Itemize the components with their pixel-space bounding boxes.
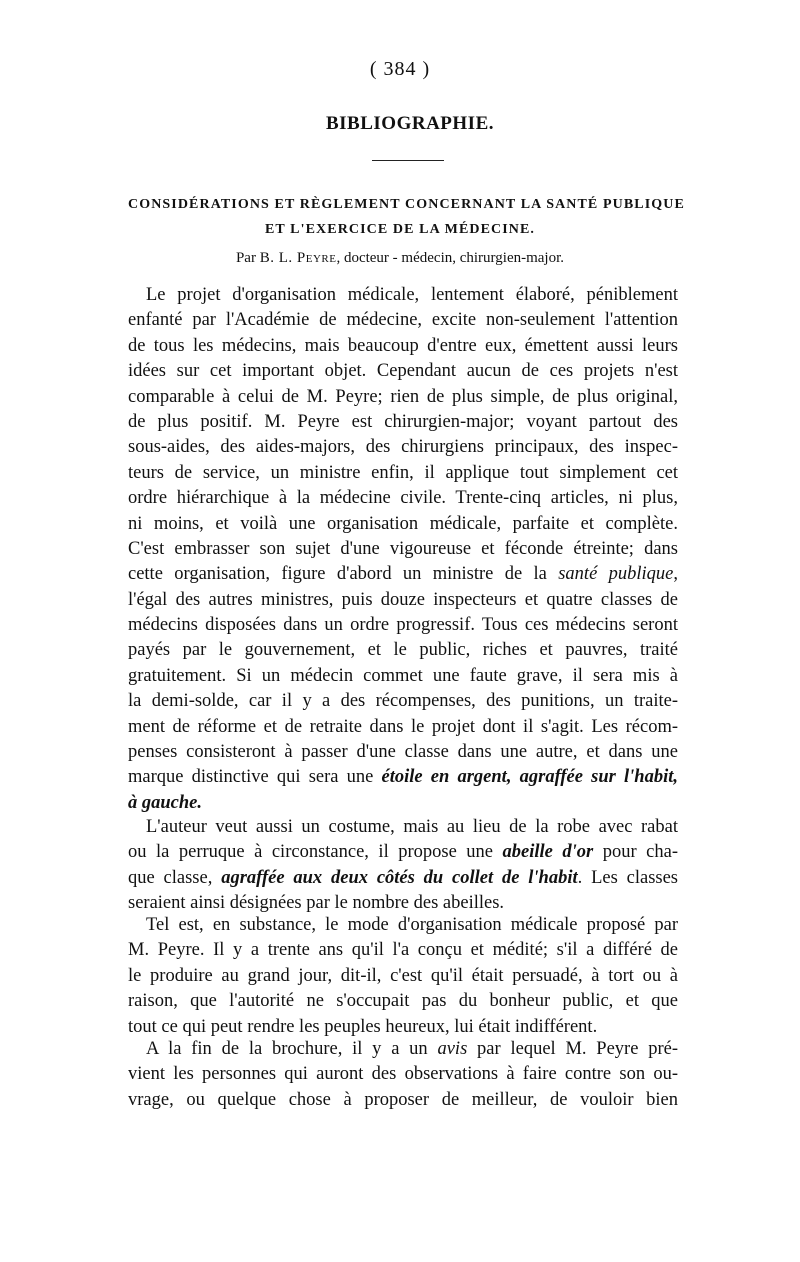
text-line: penses consisteront à passer d'une classe dans une autre, et dans une — [128, 742, 678, 763]
text-line: C'est embrasser son sujet d'une vigoureuse et féconde étreinte; dans — [128, 538, 678, 559]
text-line: L'auteur veut aussi un costume, mais au lieu de la robe avec rabat — [146, 817, 678, 837]
text-line: M. Peyre. Il y a trente ans qu'il l'a conçu et médité; s'il a différé de — [128, 940, 678, 961]
byline — [0, 250, 800, 267]
text-line: A la fin de la brochure, il y a un avis par lequel M. Peyre pré- — [146, 1039, 678, 1059]
emphasis-agraffee: agraffée aux deux côtés du collet de l'habit — [221, 867, 578, 888]
text-line: médecins disposées dans un ordre progressif. Tous ces médecins seront — [128, 615, 678, 636]
text-line: ou la perruque à circonstance, il propose une abeille d'or pour cha- — [128, 842, 678, 863]
text-line: de plus positif. M. Peyre est chirurgien-major; voyant partout des — [128, 411, 678, 432]
text-line: raison, que l'autorité ne s'occupait pas du bonheur public, et que — [128, 991, 678, 1012]
page-number: ( 384 ) — [369, 58, 431, 80]
section-title: BIBLIOGRAPHIE. — [325, 113, 494, 134]
paragraph-4 — [128, 1037, 678, 1113]
text-line: payés par le gouvernement, et le public, riches et pauvres, traité — [128, 640, 678, 661]
author-name: B. L. Peyre — [259, 250, 337, 266]
text-line: l'égal des autres ministres, puis douze inspecteurs et quatre classes de — [128, 589, 678, 610]
emphasis-etoile: étoile en argent, agraffée sur l'habit, — [381, 767, 678, 788]
text-line: seraient ainsi désignées par le nombre des abeilles. — [128, 893, 505, 914]
text-line: ni moins, et voilà une organisation médicale, parfaite et complète. — [128, 513, 678, 534]
text-line: la demi-solde, car il y a des récompenses, des punitions, un traite- — [128, 691, 678, 712]
article-title-line-2: ET L'EXERCICE DE LA MÉDECINE. — [264, 222, 536, 237]
title-divider — [372, 160, 444, 161]
text-line — [128, 791, 678, 816]
text-line: de tous les médecins, mais beaucoup d'entre eux, émettent aussi leurs — [128, 335, 678, 356]
byline-prefix: Par — [235, 250, 256, 266]
emphasis-avis: avis — [437, 1039, 468, 1059]
text-line: ordre hiérarchique à la médecine civile. Trente-cinq articles, ni plus, — [128, 488, 678, 509]
text-line: vrage, ou quelque chose à proposer de meilleur, de vouloir bien — [128, 1089, 678, 1110]
emphasis-sante-publique: santé publique — [558, 564, 674, 585]
paragraph-1 — [128, 283, 678, 816]
text-line: ment de réforme et de retraite dans le projet dont il s'agit. Les récom- — [128, 716, 678, 737]
text-line: sous-aides, des aides-majors, des chirurgiens principaux, des inspec- — [128, 437, 678, 458]
emphasis-abeille: abeille d'or — [502, 842, 594, 863]
text-line: le produire au grand jour, dit-il, c'est qu'il était persuadé, à tort ou à — [128, 965, 678, 986]
text-line: comparable à celui de M. Peyre; rien de plus simple, de plus original, — [128, 386, 678, 407]
text-line: vient les personnes qui auront des observations à faire contre son ou- — [128, 1064, 678, 1085]
text-line: que classe, agraffée aux deux côtés du collet de l'habit. Les classes — [128, 867, 678, 888]
emphasis-a-gauche: à gauche. — [128, 792, 202, 813]
paragraph-3 — [128, 913, 678, 1040]
text-line: gratuitement. Si un médecin commet une faute grave, il sera mis à — [128, 665, 678, 686]
article-title-line-1: CONSIDÉRATIONS ET RÈGLEMENT CONCERNANT LA SANTÉ PUBLIQUE — [128, 197, 685, 212]
text-line: Le projet d'organisation médicale, lentement élaboré, péniblement — [146, 285, 678, 305]
text-line: Tel est, en substance, le mode d'organisation médicale proposé par — [146, 915, 678, 935]
text-line: marque distinctive qui sera une étoile en argent, agraffée sur l'habit, — [128, 767, 678, 788]
text-line: enfanté par l'Académie de médecine, excite non-seulement l'attention — [128, 310, 678, 331]
byline-suffix: , docteur - médecin, chirurgien-major. — [336, 250, 565, 266]
text-line: cette organisation, figure d'abord un ministre de la santé publique, — [128, 564, 678, 585]
text-line: teurs de service, un ministre enfin, il applique tout simplement cet — [128, 462, 678, 483]
paragraph-2 — [128, 815, 678, 917]
text-line: idées sur cet important objet. Cependant aucun de ces projets n'est — [128, 361, 678, 382]
text-line: tout ce qui peut rendre les peuples heureux, lui était indifférent. — [128, 1016, 598, 1037]
